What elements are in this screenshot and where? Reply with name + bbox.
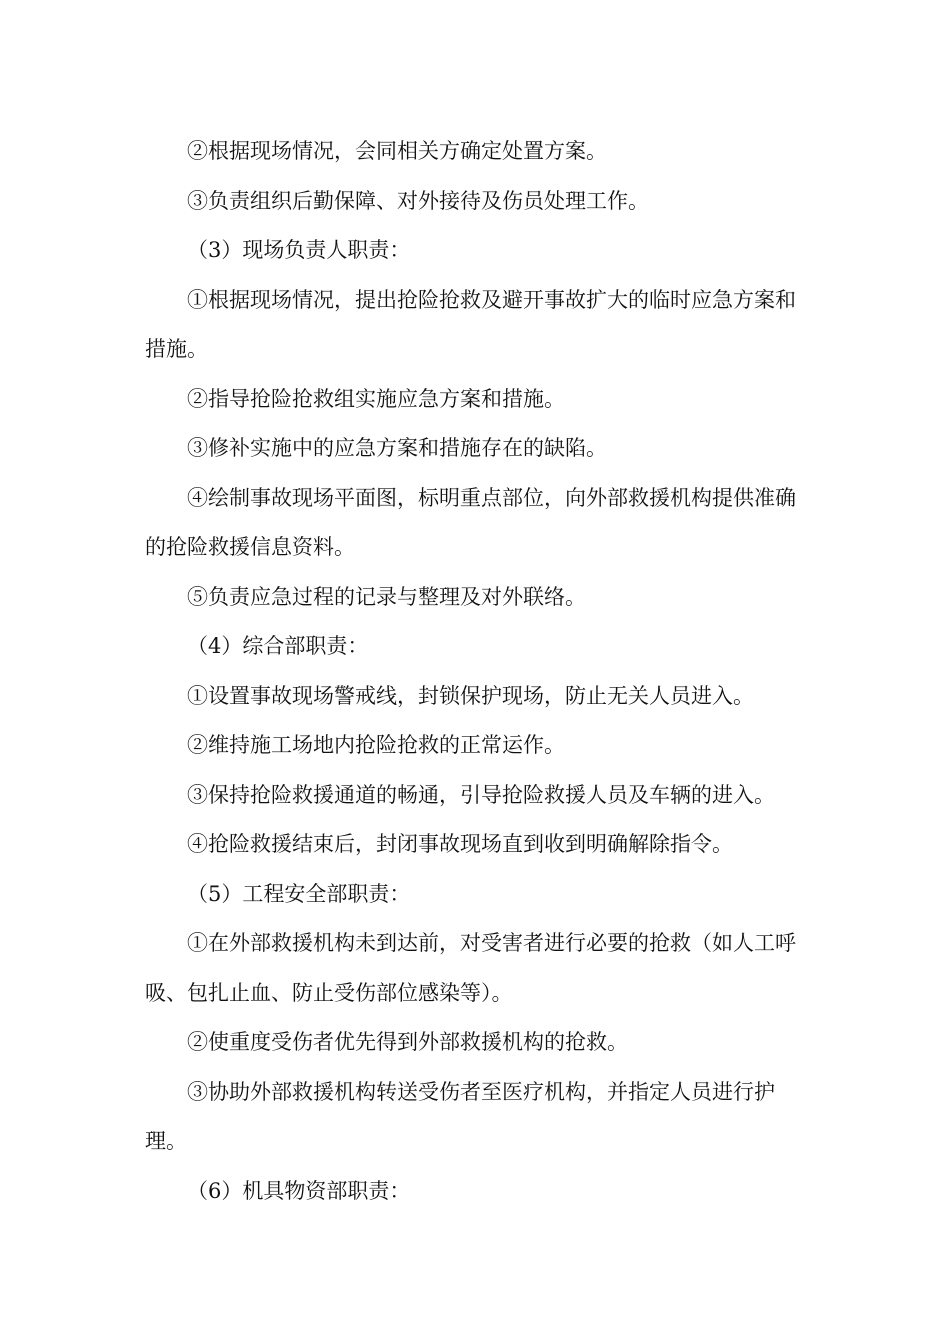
paragraph: ③修补实施中的应急方案和措施存在的缺陷。 [187, 436, 607, 460]
section-heading: （4）综合部职责： [187, 634, 369, 658]
paragraph: ③协助外部救援机构转送受伤者至医疗机构，并指定人员进行护理。 [145, 1079, 775, 1153]
paragraph: ②使重度受伤者优先得到外部救援机构的抢救。 [187, 1030, 628, 1054]
section-heading: （6）机具物资部职责： [187, 1178, 411, 1203]
section-heading: （5）工程安全部职责： [187, 881, 411, 906]
paragraph: ③保持抢险救援通道的畅通，引导抢险救援人员及车辆的进入。 [187, 782, 775, 807]
paragraph: ④抢险救援结束后，封闭事故现场直到收到明确解除指令。 [187, 832, 733, 856]
paragraph: ⑤负责应急过程的记录与整理及对外联络。 [187, 584, 586, 609]
paragraph: ②根据现场情况，会同相关方确定处置方案。 [187, 139, 607, 163]
section-heading: （3）现场负责人职责： [187, 238, 411, 262]
paragraph: ③负责组织后勤保障、对外接待及伤员处理工作。 [187, 188, 649, 213]
paragraph: ②指导抢险抢救组实施应急方案和措施。 [187, 386, 565, 411]
paragraph: ④绘制事故现场平面图，标明重点部位，向外部救援机构提供准确的抢险救援信息资料。 [145, 485, 796, 559]
paragraph: ②维持施工场地内抢险抢救的正常运作。 [187, 733, 565, 757]
paragraph: ①设置事故现场警戒线，封锁保护现场，防止无关人员进入。 [187, 683, 754, 708]
document-body [145, 127, 810, 1216]
paragraph: ①在外部救援机构未到达前，对受害者进行必要的抢救（如人工呼吸、包扎止血、防止受伤部位感染等）。 [145, 931, 796, 1005]
paragraph: ①根据现场情况，提出抢险抢救及避开事故扩大的临时应急方案和措施。 [145, 287, 796, 361]
